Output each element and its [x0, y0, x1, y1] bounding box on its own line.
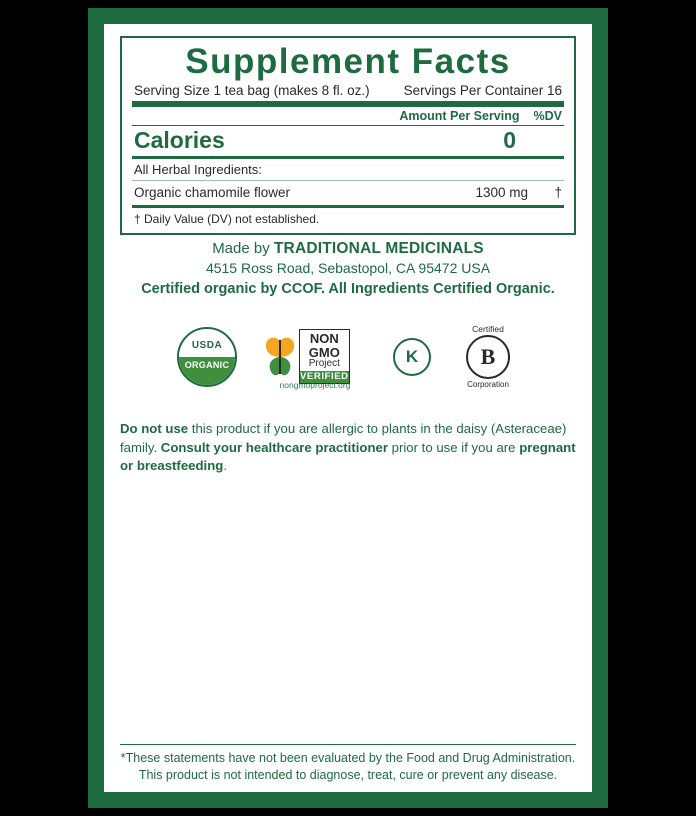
- non-gmo-textbox: [299, 329, 350, 383]
- ingredients-group-header: All Herbal Ingredients:: [134, 161, 262, 177]
- nongmo-line4: VERIFIED: [300, 370, 349, 382]
- company-address: 4515 Ross Road, Sebastopol, CA 95472 USA: [205, 260, 491, 276]
- warning-text: [120, 420, 576, 476]
- warning-part4: prior to use if you are: [387, 439, 520, 455]
- dv-header: %DV: [533, 108, 562, 123]
- fda-disclaimer: [120, 744, 576, 784]
- nongmo-line1: NON: [309, 331, 339, 347]
- disclaimer-line1: *These statements have not been evaluated by the Food and Drug Administration.: [120, 751, 576, 766]
- company-name: TRADITIONAL MEDICINALS: [273, 240, 484, 257]
- bcorp-letter: B: [466, 335, 510, 379]
- calories-row: [132, 126, 564, 156]
- certification-badges: [104, 324, 592, 389]
- ingredient-amount: 1300 mg: [475, 184, 528, 200]
- table-row: [132, 181, 564, 205]
- disclaimer-line2: This product is not intended to diagnose, treat, cure or prevent any disease.: [138, 768, 558, 783]
- usda-organic-seal-icon: [177, 327, 237, 387]
- ingredient-name: Organic chamomile flower: [134, 184, 291, 200]
- warning-do-not-use: Do not use: [120, 421, 189, 436]
- made-by-line: [104, 240, 592, 258]
- kosher-letter: K: [393, 338, 431, 376]
- kosher-seal-icon: [393, 338, 431, 376]
- nongmo-line2: GMO: [308, 344, 340, 360]
- warning-pregnant: pregnant or breastfeeding: [120, 439, 576, 474]
- nongmo-url: nongmoproject.org: [279, 379, 351, 390]
- organic-certification-line: Certified organic by CCOF. All Ingredients Certified Organic.: [141, 281, 555, 297]
- made-by-prefix: Made by: [212, 240, 274, 257]
- warning-consult: Consult your healthcare practitioner: [160, 439, 388, 455]
- bcorp-top-label: Certified: [472, 324, 504, 334]
- product-label-panel: [104, 24, 592, 792]
- ingredient-dv: †: [554, 184, 562, 200]
- calories-label: Calories: [134, 126, 225, 153]
- dv-footnote: † Daily Value (DV) not established.: [134, 211, 320, 226]
- bcorp-bottom-label: Corporation: [467, 380, 509, 389]
- amount-header-row: [132, 107, 564, 125]
- warning-part6: .: [223, 458, 227, 474]
- amount-per-serving-header: Amount Per Serving: [399, 108, 520, 123]
- supplement-facts-title: Supplement Facts: [185, 42, 511, 81]
- butterfly-icon: [263, 335, 297, 379]
- usda-seal-line1: USDA: [191, 339, 223, 351]
- manufacturer-block: [104, 240, 592, 297]
- supplement-facts-panel: [120, 36, 576, 235]
- b-corporation-seal-icon: [457, 324, 519, 389]
- warning-part2: this product if you are allergic to plants in the daisy (Asteraceae) family.: [120, 421, 567, 455]
- product-label-frame: [88, 8, 608, 808]
- calories-value: 0: [503, 126, 516, 153]
- serving-size: Serving Size 1 tea bag (makes 8 fl. oz.): [134, 82, 370, 98]
- nongmo-line3: Project: [308, 358, 340, 370]
- servings-per-container: Servings Per Container 16: [403, 82, 562, 98]
- serving-info-row: [132, 83, 564, 101]
- non-gmo-project-seal-icon: [263, 326, 367, 388]
- usda-seal-line2: ORGANIC: [184, 359, 230, 370]
